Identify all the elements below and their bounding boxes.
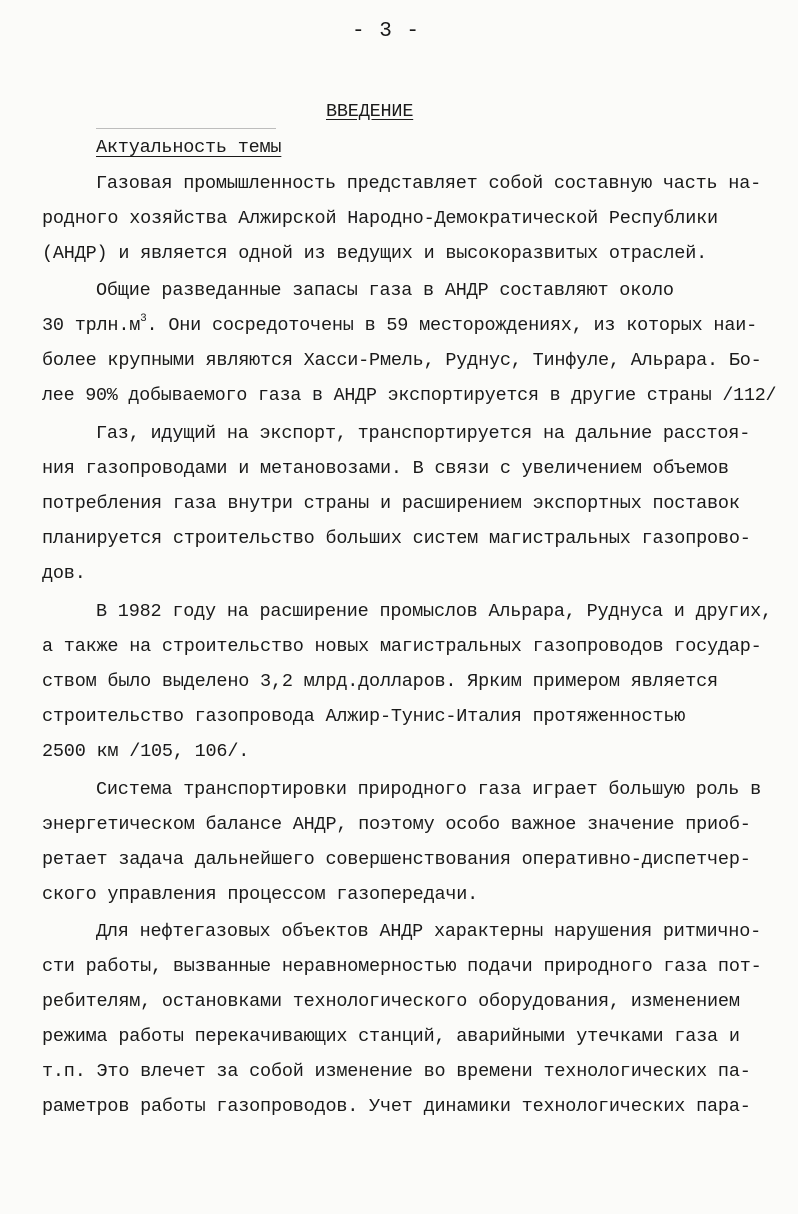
text-line: лее 90% добываемого газа в АНДР экспортируется в другие страны /112/ <box>42 385 777 406</box>
text-line: Газовая промышленность представляет собой составную часть на- <box>96 173 762 194</box>
page-number: - 3 - <box>352 20 421 43</box>
text-line: а также на строительство новых магистральных газопроводов государ- <box>42 636 762 657</box>
text-line: ния газопроводами и метановозами. В связи с увеличением объемов <box>42 458 729 479</box>
text-line <box>42 314 757 338</box>
text-line: потребления газа внутри страны и расширением экспортных поставок <box>42 493 740 514</box>
text-line: режима работы перекачивающих станций, аварийными утечками газа и <box>42 1026 740 1047</box>
text-line: дов. <box>42 563 86 584</box>
text-line: планируется строительство больших систем магистральных газопрово- <box>42 528 751 549</box>
text-line: 2500 км /105, 106/. <box>42 741 250 762</box>
text-line: т.п. Это влечет за собой изменение во времени технологических па- <box>42 1061 751 1082</box>
text-line: строительство газопровода Алжир-Тунис-Италия протяженностью <box>42 706 686 727</box>
section-heading: Актуальность темы <box>96 137 282 158</box>
text-line: более крупными являются Хасси-Рмель, Руднус, Тинфуле, Альрара. Бо- <box>42 350 762 371</box>
text-line: родного хозяйства Алжирской Народно-Демократической Республики <box>42 208 718 229</box>
text-line: ского управления процессом газопередачи. <box>42 884 479 905</box>
text-line: сти работы, вызванные неравномерностью подачи природного газа пот- <box>42 956 762 977</box>
text-line: Газ, идущий на экспорт, транспортируется на дальние расстоя- <box>96 423 751 444</box>
text-line: ретает задача дальнейшего совершенствования оперативно-диспетчер- <box>42 849 751 870</box>
text-line: раметров работы газопроводов. Учет динамики технологических пара- <box>42 1096 751 1117</box>
scan-artifact <box>96 128 276 129</box>
text-line: Система транспортировки природного газа играет большую роль в <box>96 779 762 800</box>
text-segment: 30 трлн.м <box>42 315 141 336</box>
text-line: Для нефтегазовых объектов АНДР характерны нарушения ритмично- <box>96 921 762 942</box>
page-title: ВВЕДЕНИЕ <box>326 101 414 122</box>
text-line: ством было выделено 3,2 млрд.долларов. Ярким примером является <box>42 671 718 692</box>
text-line: энергетическом балансе АНДР, поэтому особо важное значение приоб- <box>42 814 751 835</box>
text-segment: . Они сосредоточены в 59 месторождениях, из которых наи- <box>146 315 758 336</box>
text-line: Общие разведанные запасы газа в АНДР составляют около <box>96 280 674 301</box>
superscript: 3 <box>140 313 147 325</box>
text-line: ребителям, остановками технологического оборудования, изменением <box>42 991 740 1012</box>
text-line: В 1982 году на расширение промыслов Альрара, Руднуса и других, <box>96 601 772 622</box>
text-line: (АНДР) и является одной из ведущих и высокоразвитых отраслей. <box>42 243 708 264</box>
